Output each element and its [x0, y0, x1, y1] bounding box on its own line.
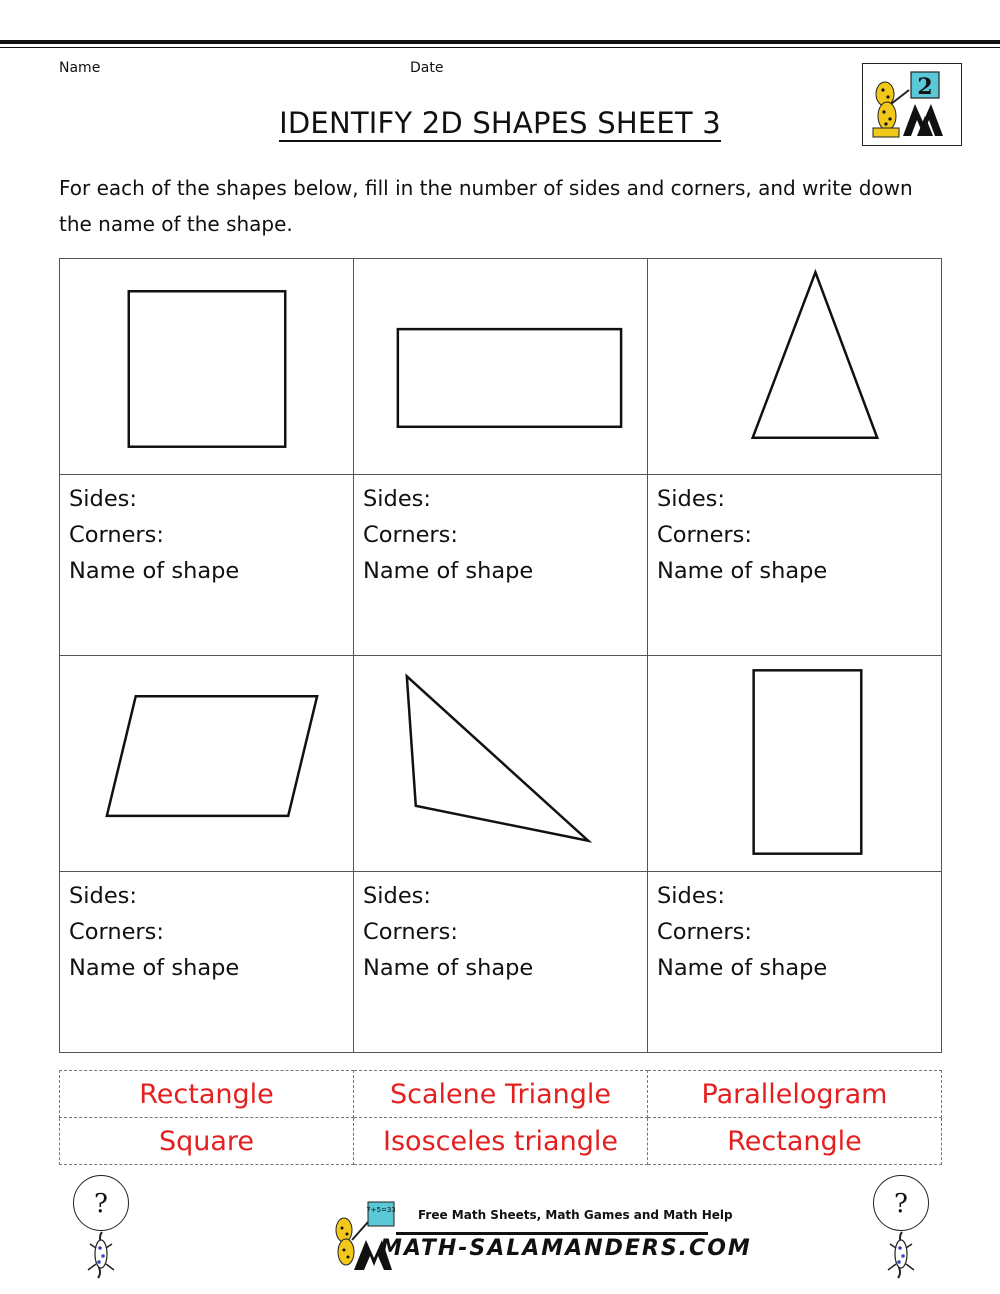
shape-cell-2 [354, 259, 648, 475]
shape-name-prompt: Name of shape [657, 558, 828, 584]
shape-cell-4 [60, 656, 354, 872]
corners-prompt: Corners: [363, 522, 458, 548]
sides-prompt: Sides: [69, 883, 137, 909]
isosceles-triangle-shape-icon [648, 259, 941, 474]
answer-cell-5[interactable] [354, 872, 648, 1053]
shapes-grid [59, 258, 942, 1053]
footer-site-name: MATH-SALAMANDERS.COM [380, 1236, 752, 1261]
scalene-triangle-shape-icon [354, 656, 647, 871]
answer-cell-1[interactable] [60, 475, 354, 656]
corners-prompt: Corners: [363, 919, 458, 945]
sides-prompt: Sides: [363, 883, 431, 909]
rectangle-shape-icon [354, 259, 647, 474]
corners-prompt: Corners: [657, 522, 752, 548]
footer-badge: 7+5=33 [366, 1206, 396, 1214]
answer-bank-item: Parallelogram [648, 1071, 942, 1118]
shape-name-prompt: Name of shape [69, 558, 240, 584]
shape-name-prompt: Name of shape [69, 955, 240, 981]
shape-cell-1 [60, 259, 354, 475]
answer-cell-3[interactable] [648, 475, 942, 656]
salamander-left-icon [76, 1230, 126, 1282]
answer-cell-6[interactable] [648, 872, 942, 1053]
sides-prompt: Sides: [69, 486, 137, 512]
answer-bank-item: Rectangle [60, 1071, 354, 1118]
answer-cell-2[interactable] [354, 475, 648, 656]
shape-name-prompt: Name of shape [363, 558, 534, 584]
answer-cell-4[interactable] [60, 872, 354, 1053]
footer-tagline: Free Math Sheets, Math Games and Math Help [418, 1208, 733, 1222]
corners-prompt: Corners: [69, 919, 164, 945]
shape-cell-6 [648, 656, 942, 872]
sides-prompt: Sides: [657, 883, 725, 909]
answer-bank-item: Rectangle [648, 1118, 942, 1165]
shape-name-prompt: Name of shape [363, 955, 534, 981]
salamander-right-icon [876, 1230, 926, 1282]
shape-name-prompt: Name of shape [657, 955, 828, 981]
corners-prompt: Corners: [657, 919, 752, 945]
square-shape-icon [60, 259, 353, 474]
answer-bank-item: Square [60, 1118, 354, 1165]
answer-bank-item: Scalene Triangle [354, 1071, 648, 1118]
instructions: For each of the shapes below, fill in the number of sides and corners, and write down the name of the shape. [59, 176, 913, 236]
corners-prompt: Corners: [69, 522, 164, 548]
sides-prompt: Sides: [657, 486, 725, 512]
date-label: Date [410, 60, 444, 76]
question-mark-left: ? [73, 1175, 129, 1231]
answer-bank [59, 1070, 942, 1165]
parallelogram-shape-icon [60, 656, 353, 871]
logo-badge: 2 [917, 74, 933, 100]
sides-prompt: Sides: [363, 486, 431, 512]
shape-cell-3 [648, 259, 942, 475]
answer-bank-item: Isosceles triangle [354, 1118, 648, 1165]
top-rule [0, 40, 1000, 44]
name-label: Name [59, 60, 101, 76]
top-rule-thin [0, 47, 1000, 48]
question-mark-right: ? [873, 1175, 929, 1231]
tall-rectangle-shape-icon [648, 656, 941, 871]
worksheet-title: IDENTIFY 2D SHAPES SHEET 3 [279, 106, 721, 140]
shape-cell-5 [354, 656, 648, 872]
